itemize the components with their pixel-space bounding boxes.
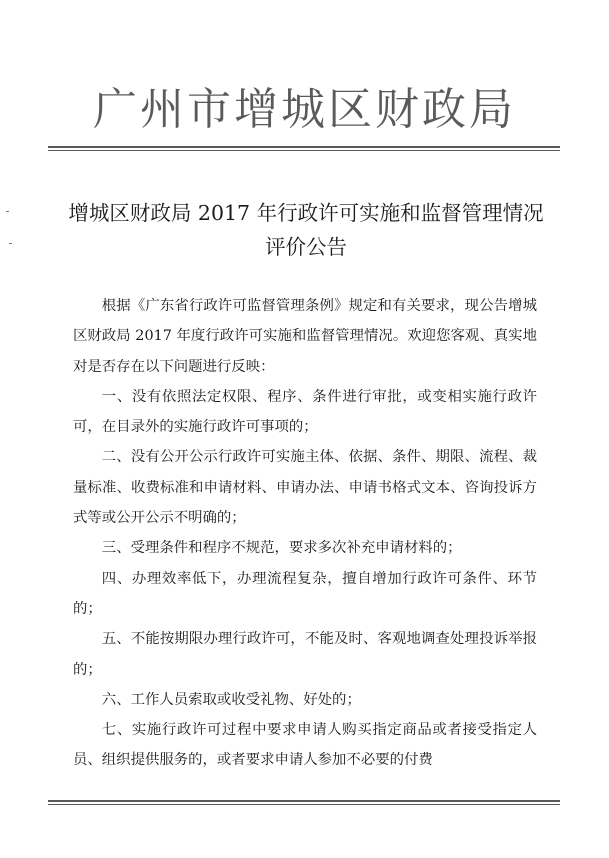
paragraph-item-1: 一、没有依照法定权限、程序、条件进行审批，或变相实施行政许可，在目录外的实施行政许可事项的； xyxy=(73,388,537,436)
paragraph-item-4: 四、办理效率低下，办理流程复杂，擅自增加行政许可条件、环节的； xyxy=(73,570,537,617)
paragraph-item-2: 二、没有公开公示行政许可实施主体、依据、条件、期限、流程、裁量标准、收费标准和申请材料、申请办法、申请书格式文本、咨询投诉方式等或公开公示不明确的； xyxy=(73,449,537,527)
agency-header-title: 广州市增城区财政局 xyxy=(93,84,516,135)
footer-rule-thin xyxy=(48,804,560,805)
notice-title: 增城区财政局 2017 年行政许可实施和监督管理情况评价公告 xyxy=(68,201,544,259)
footer-rule-thick xyxy=(48,800,560,802)
notice-body xyxy=(73,291,537,793)
paragraph-item-3: 三、受理条件和程序不规范，要求多次补充申请材料的； xyxy=(101,540,462,557)
paragraph-intro: 根据《广东省行政许可监督管理条例》规定和有关要求，现公告增城区财政局 2017 年度行政许可实施和监督管理情况。欢迎您客观、真实地对是否存在以下问题进行反映： xyxy=(73,298,537,375)
header-rule-thin xyxy=(48,150,560,151)
scan-speck xyxy=(9,243,12,244)
header-rule-thick xyxy=(48,146,560,148)
paragraph-item-6: 六、工作人员索取或收受礼物、好处的； xyxy=(101,691,361,708)
paragraph-item-5: 五、不能按期限办理行政许可，不能及时、客观地调查处理投诉举报的； xyxy=(73,631,537,678)
scan-speck xyxy=(6,211,9,212)
paragraph-item-7: 七、实施行政许可过程中要求申请人购买指定商品或者接受指定人员、组织提供服务的，或者要求申请人参加不必要的付费 xyxy=(73,722,537,769)
